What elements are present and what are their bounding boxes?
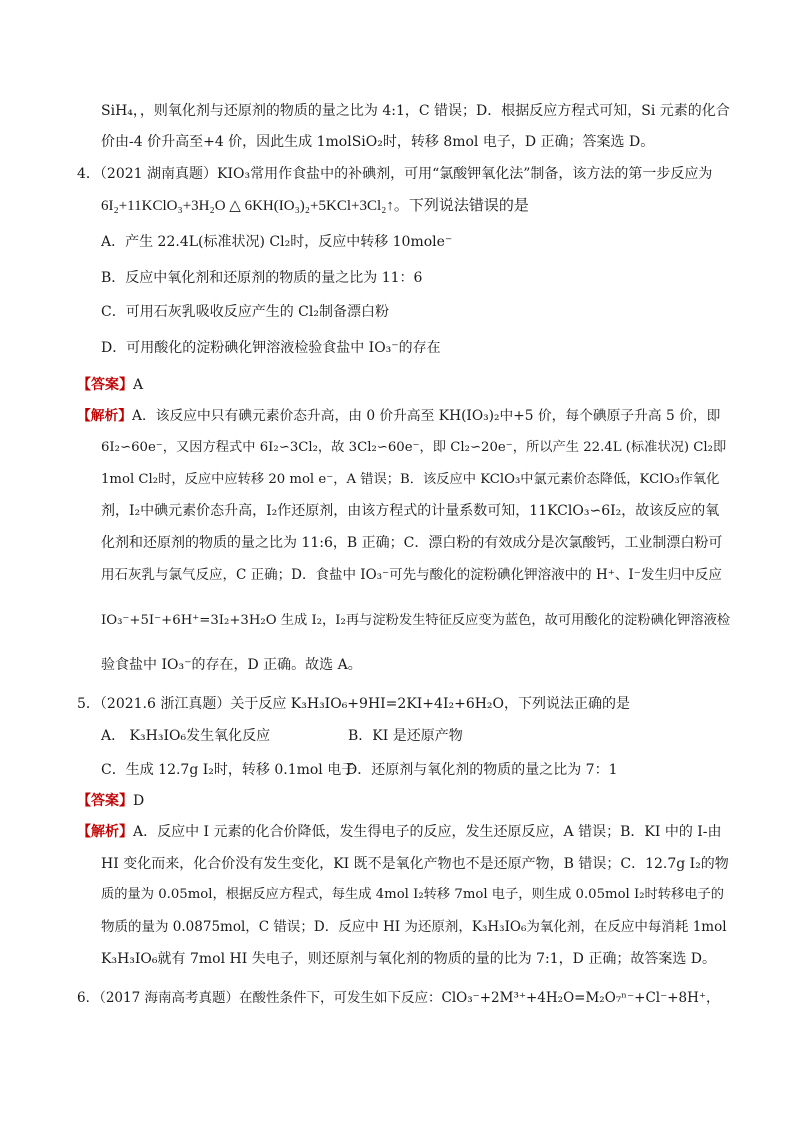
question-5-option-b: B．KI 是还原产物 xyxy=(348,728,463,744)
question-5-option-c: C．生成 12.7g I₂时，转移 0.1mol 电子 xyxy=(101,762,356,778)
explanation-tag: 【解析】 xyxy=(77,824,133,840)
text-line: K₃H₃IO₆就有 7mol HI 失电子，则还原剂与氧化剂的物质的量的比为 7:1，D 正确；故答案选 D。 xyxy=(101,951,717,967)
question-6-stem: 6．（2017 海南高考真题）在酸性条件下，可发生如下反应：ClO₃⁻+2M³⁺+4H₂O=M₂O₇ⁿ⁻+Cl⁻+8H⁺， xyxy=(77,990,720,1006)
text-line: 物质的量为 0.0875mol，C 错误；D．反应中 HI 为还原剂，K₃H₃IO₆为氧化剂，在反应中每消耗 1mol xyxy=(101,919,727,935)
explanation-tag: 【解析】 xyxy=(77,408,133,424)
explanation-text: A．反应中 I 元素的化合价降低，发生得电子的反应，发生还原反应，A 错误；B．KI 中的 I-由 xyxy=(133,824,722,840)
question-4-option-b: B．反应中氧化剂和还原剂的物质的量之比为 11：6 xyxy=(101,270,423,286)
text-line: 质的量为 0.05mol，根据反应方程式，每生成 4mol I₂转移 7mol 电子，则生成 0.05mol I₂时转移电子的 xyxy=(101,887,725,902)
question-4-option-d: D．可用酸化的淀粉碘化钾溶液检验食盐中 IO₃⁻的存在 xyxy=(101,340,441,356)
answer-value: A xyxy=(133,377,144,393)
text-line: 6I₂∽60e⁻，又因方程式中 6I₂∽3Cl₂，故 3Cl₂∽60e⁻，即 Cl₂∽20e⁻，所以产生 22.4L (标准状况) Cl₂即 xyxy=(101,440,727,455)
question-4-stem: 4．（2021 湖南真题）KIO₃常用作食盐中的补碘剂，可用“氯酸钾氧化法”制备，该方法的第一步反应为 xyxy=(77,166,713,182)
question-5-option-a: A． K₃H₃IO₆发生氧化反应 xyxy=(101,728,271,744)
question-5-stem: 5．（2021.6 浙江真题）关于反应 K₃H₃IO₆+9HI=2KI+4I₂+6H₂O，下列说法正确的是 xyxy=(77,696,631,712)
text-line: 化剂和还原剂的物质的量之比为 11:6，B 正确；C．漂白粉的有效成分是次氯酸钙，工业制漂白粉可 xyxy=(101,535,723,551)
answer-row xyxy=(77,791,144,811)
text-line: IO₃⁻+5I⁻+6H⁺=3I₂+3H₂O 生成 I₂，I₂再与淀粉发生特征反应变为蓝色，故可用酸化的淀粉碘化钾溶液检 xyxy=(101,613,731,628)
explanation-text: A．该反应中只有碘元素价态升高，由 0 价升高至 KH(IO₃)₂中+5 价，每个碘原子升高 5 价，即 xyxy=(132,408,721,424)
explanation-row xyxy=(77,406,720,426)
text-line: SiH₄，，则氧化剂与还原剂的物质的量之比为 4:1，C 错误；D．根据反应方程式可知，Si 元素的化合 xyxy=(101,103,730,119)
text-line: 价由-4 价升高至+4 价，因此生成 1molSiO₂时，转移 8mol 电子，D 正确；答案选 D。 xyxy=(101,134,655,150)
question-4-option-c: C．可用石灰乳吸收反应产生的 Cl₂制备漂白粉 xyxy=(101,304,389,320)
answer-value: D xyxy=(133,793,145,809)
question-5-option-d: D．还原剂与氧化剂的物质的量之比为 7：1 xyxy=(346,762,618,778)
text-line: 剂，I₂中碘元素价态升高，I₂作还原剂，由该方程式的计量系数可知，11KClO₃∽6I₂，故该反应的氧 xyxy=(101,503,720,519)
question-4-option-a: A．产生 22.4L(标准状况) Cl₂时，反应中转移 10mole⁻ xyxy=(101,234,453,250)
question-4-equation: 6I₂+11KClO₃+3H₂O △ 6KH(IO₃)₂+5KCl+3Cl₂↑。下列说法错误的是 xyxy=(101,198,529,214)
answer-tag: 【答案】 xyxy=(77,793,133,809)
answer-tag: 【答案】 xyxy=(77,377,133,393)
text-line: 用石灰乳与氯气反应，C 正确；D．食盐中 IO₃⁻可先与酸化的淀粉碘化钾溶液中的 H⁺、I⁻发生归中反应 xyxy=(101,567,722,583)
text-line: HI 变化而来，化合价没有发生变化，KI 既不是氧化产物也不是还原产物，B 错误；C．12.7g I₂的物 xyxy=(101,856,729,872)
explanation-row xyxy=(77,822,722,842)
text-line: 1mol Cl₂时，反应中应转移 20 mol e⁻，A 错误；B．该反应中 KClO₃中氯元素价态降低，KClO₃作氧化 xyxy=(101,472,720,487)
text-line: 验食盐中 IO₃⁻的存在，D 正确。故选 A。 xyxy=(101,657,362,673)
answer-row xyxy=(77,375,143,395)
